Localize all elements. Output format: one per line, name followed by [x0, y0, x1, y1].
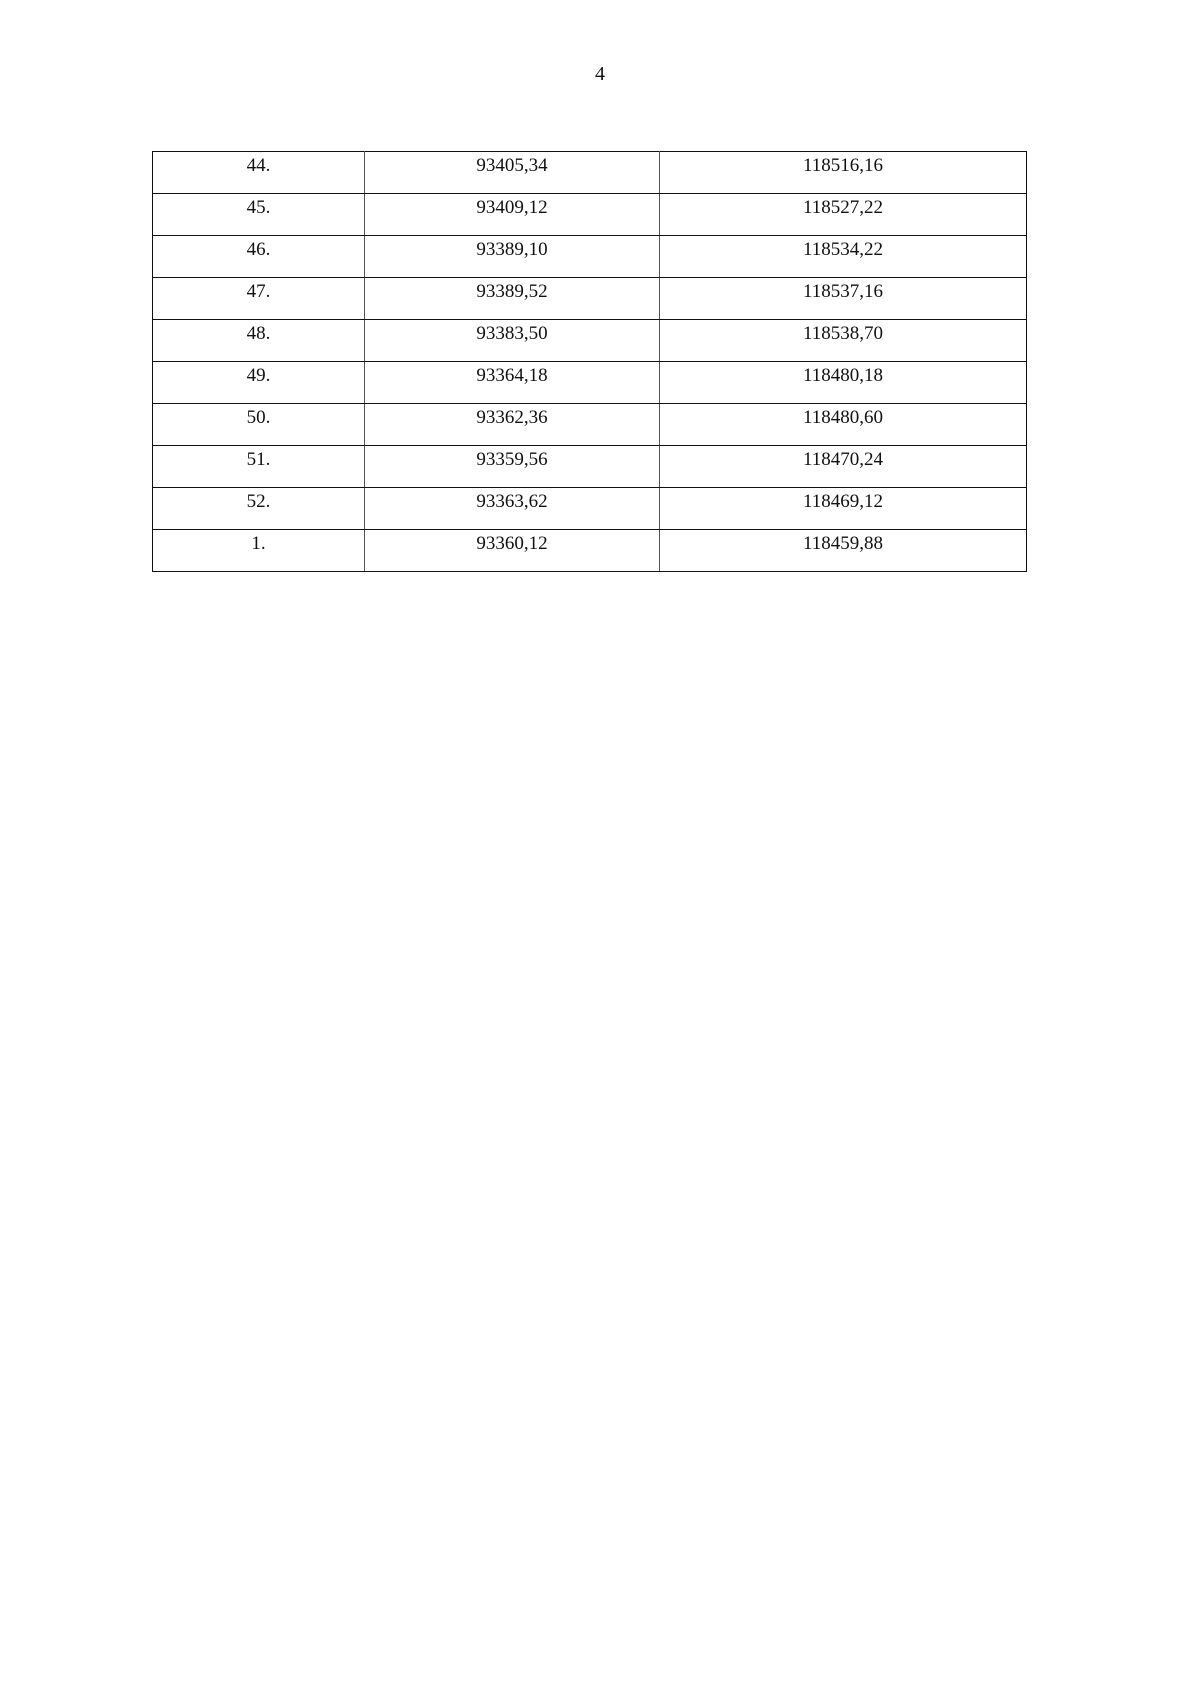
- point-number-cell: 44.: [153, 152, 365, 194]
- y-coordinate-cell: 118470,24: [660, 446, 1027, 488]
- x-coordinate-cell: 93409,12: [365, 194, 660, 236]
- table-row: [153, 488, 1027, 530]
- x-coordinate-cell: 93360,12: [365, 530, 660, 572]
- table-row: [153, 404, 1027, 446]
- y-coordinate-cell: 118538,70: [660, 320, 1027, 362]
- point-number-cell: 50.: [153, 404, 365, 446]
- table-row: [153, 278, 1027, 320]
- point-number-cell: 51.: [153, 446, 365, 488]
- x-coordinate-cell: 93405,34: [365, 152, 660, 194]
- point-number-cell: 1.: [153, 530, 365, 572]
- table-row: [153, 446, 1027, 488]
- point-number-cell: 49.: [153, 362, 365, 404]
- table-row: [153, 530, 1027, 572]
- x-coordinate-cell: 93364,18: [365, 362, 660, 404]
- x-coordinate-cell: 93362,36: [365, 404, 660, 446]
- point-number-cell: 45.: [153, 194, 365, 236]
- table-row: [153, 194, 1027, 236]
- y-coordinate-cell: 118480,18: [660, 362, 1027, 404]
- y-coordinate-cell: 118469,12: [660, 488, 1027, 530]
- x-coordinate-cell: 93359,56: [365, 446, 660, 488]
- point-number-cell: 47.: [153, 278, 365, 320]
- page-number: 4: [595, 63, 605, 85]
- point-number-cell: 46.: [153, 236, 365, 278]
- table-row: [153, 320, 1027, 362]
- x-coordinate-cell: 93389,52: [365, 278, 660, 320]
- table-row: [153, 152, 1027, 194]
- point-number-cell: 48.: [153, 320, 365, 362]
- y-coordinate-cell: 118459,88: [660, 530, 1027, 572]
- x-coordinate-cell: 93383,50: [365, 320, 660, 362]
- y-coordinate-cell: 118527,22: [660, 194, 1027, 236]
- y-coordinate-cell: 118516,16: [660, 152, 1027, 194]
- table-row: [153, 362, 1027, 404]
- x-coordinate-cell: 93389,10: [365, 236, 660, 278]
- table-row: [153, 236, 1027, 278]
- y-coordinate-cell: 118534,22: [660, 236, 1027, 278]
- y-coordinate-cell: 118537,16: [660, 278, 1027, 320]
- x-coordinate-cell: 93363,62: [365, 488, 660, 530]
- coordinates-table: [152, 151, 1027, 572]
- y-coordinate-cell: 118480,60: [660, 404, 1027, 446]
- point-number-cell: 52.: [153, 488, 365, 530]
